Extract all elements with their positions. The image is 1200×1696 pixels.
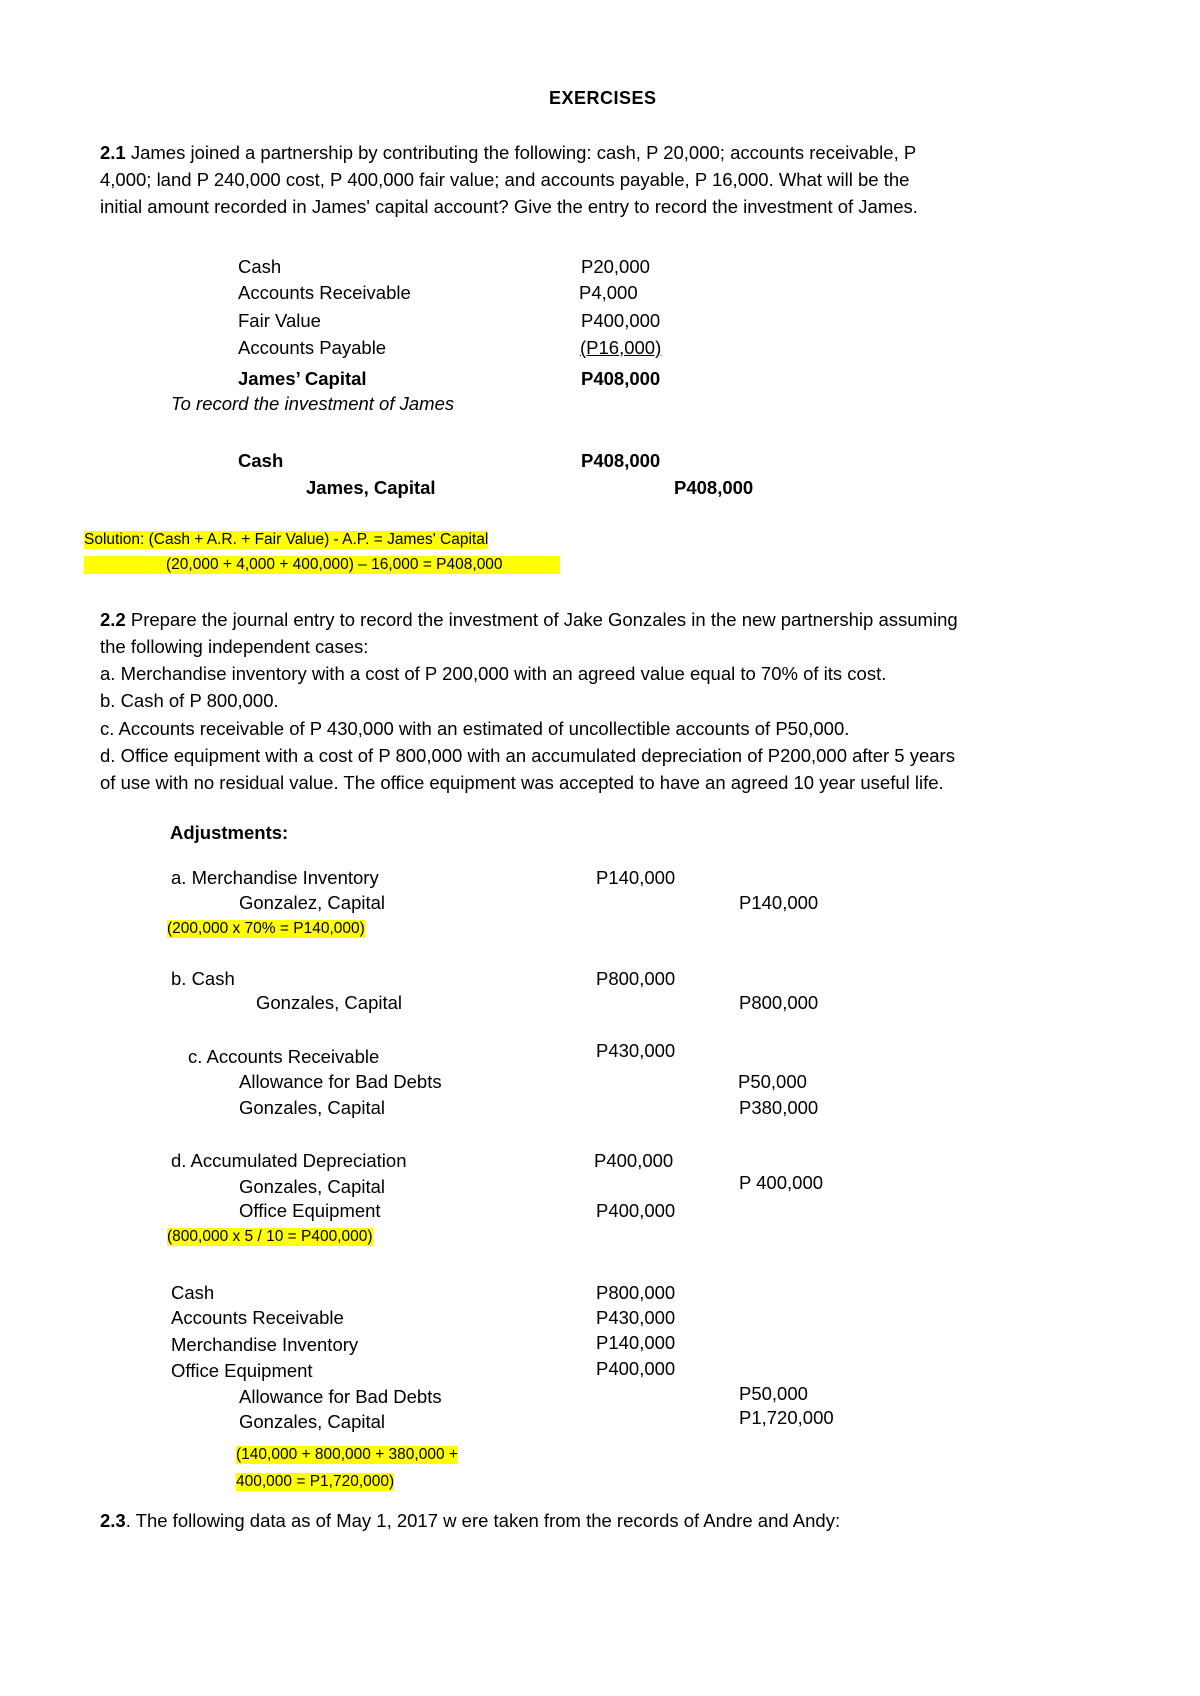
- item-label: Fair Value: [238, 310, 321, 331]
- item-label: Accounts Payable: [238, 337, 387, 358]
- exercise-2-1-line-2: 4,000; land P 240,000 cost, P 400,000 fair value; and accounts payable, P 16,000. What will be the: [100, 169, 910, 190]
- item-amount: P400,000: [581, 310, 661, 331]
- adjustments-heading: Adjustments:: [170, 822, 289, 843]
- adj-c-credit-2: Gonzales, Capital: [239, 1097, 386, 1118]
- case-a: a. Merchandise inventory with a cost of P 200,000 with an agreed value equal to 70% of its cost.: [100, 663, 887, 684]
- entry-credit-amount: P408,000: [674, 477, 754, 498]
- adj-d-credit-2-amount: P400,000: [596, 1200, 676, 1221]
- summary-debit-amount: P430,000: [596, 1307, 676, 1328]
- exercise-2-1-line-1: [100, 142, 916, 163]
- adj-c-debit: c. Accounts Receivable: [188, 1046, 380, 1067]
- summary-debit-amount: P400,000: [596, 1358, 676, 1379]
- exercise-2-1-line-3: initial amount recorded in James' capital account? Give the entry to record the investment of James.: [100, 196, 918, 217]
- summary-credit-amount: P50,000: [739, 1383, 808, 1404]
- exercise-text: Prepare the journal entry to record the investment of Jake Gonzales in the new partnership assuming: [125, 609, 958, 630]
- exercise-text: James joined a partnership by contributing the following: cash, P 20,000; accounts receivable, P: [125, 142, 917, 163]
- solution-calculation: (20,000 + 4,000 + 400,000) – 16,000 = P408,000: [84, 556, 560, 574]
- summary-debit-label: Office Equipment: [171, 1360, 313, 1381]
- exercise-text: . The following data as of May 1, 2017 w ere taken from the records of Andre and Andy:: [125, 1510, 841, 1531]
- adj-b-debit-amount: P800,000: [596, 968, 676, 989]
- summary-debit-label: Merchandise Inventory: [171, 1334, 359, 1355]
- exercise-number: 2.2: [100, 609, 126, 630]
- adj-d-credit-1-amount: P 400,000: [739, 1172, 824, 1193]
- summary-debit-label: Accounts Receivable: [171, 1307, 344, 1328]
- summary-debit-amount: P140,000: [596, 1332, 676, 1353]
- item-amount: P408,000: [581, 368, 661, 389]
- adj-b-credit-amount: P800,000: [739, 992, 819, 1013]
- adj-c-credit-1: Allowance for Bad Debts: [239, 1071, 442, 1092]
- summary-note-line-1: (140,000 + 800,000 + 380,000 +: [236, 1446, 458, 1463]
- summary-credit-label: Gonzales, Capital: [239, 1411, 386, 1432]
- entry-note: To record the investment of James: [171, 393, 455, 414]
- summary-debit-amount: P800,000: [596, 1282, 676, 1303]
- exercise-number: 2.1: [100, 142, 126, 163]
- adj-d-credit-2: Office Equipment: [239, 1200, 381, 1221]
- adj-c-debit-amount: P430,000: [596, 1040, 676, 1061]
- adj-d-debit-amount: P400,000: [594, 1150, 674, 1171]
- case-d-line-1: d. Office equipment with a cost of P 800,000 with an accumulated depreciation of P200,000 after 5 years: [100, 745, 955, 766]
- adj-a-credit-amount: P140,000: [739, 892, 819, 913]
- case-b: b. Cash of P 800,000.: [100, 690, 279, 711]
- summary-credit-label: Allowance for Bad Debts: [239, 1386, 442, 1407]
- adj-a-debit-amount: P140,000: [596, 867, 676, 888]
- exercise-2-2-line-2: the following independent cases:: [100, 636, 369, 657]
- summary-credit-amount: P1,720,000: [739, 1407, 834, 1428]
- adj-d-credit-1: Gonzales, Capital: [239, 1176, 386, 1197]
- adj-a-credit: Gonzalez, Capital: [239, 892, 386, 913]
- item-label: Cash: [238, 256, 282, 277]
- case-d-line-2: of use with no residual value. The office equipment was accepted to have an agreed 10 year useful life.: [100, 772, 944, 793]
- exercise-2-2-line-1: [100, 609, 958, 630]
- solution-formula: Solution: (Cash + A.R. + Fair Value) - A.P. = James' Capital: [84, 531, 489, 548]
- item-amount: P20,000: [581, 256, 650, 277]
- item-amount: P4,000: [579, 282, 638, 303]
- adj-b-credit: Gonzales, Capital: [256, 992, 403, 1013]
- entry-debit-amount: P408,000: [581, 450, 661, 471]
- adj-b-debit: b. Cash: [171, 968, 235, 989]
- exercise-2-3: [100, 1510, 840, 1531]
- exercise-number: 2.3: [100, 1510, 126, 1531]
- entry-credit-label: James, Capital: [306, 477, 436, 498]
- page-title: EXERCISES: [549, 88, 657, 108]
- adj-a-note: (200,000 x 70% = P140,000): [167, 920, 365, 937]
- item-label: James’ Capital: [238, 368, 367, 389]
- adj-c-credit-1-amount: P50,000: [738, 1071, 807, 1092]
- summary-note-line-2: 400,000 = P1,720,000): [236, 1473, 395, 1490]
- adj-d-note: (800,000 x 5 / 10 = P400,000): [167, 1228, 373, 1245]
- adj-a-debit: a. Merchandise Inventory: [171, 867, 379, 888]
- adj-d-debit: d. Accumulated Depreciation: [171, 1150, 407, 1171]
- entry-debit-label: Cash: [238, 450, 284, 471]
- summary-debit-label: Cash: [171, 1282, 215, 1303]
- item-label: Accounts Receivable: [238, 282, 411, 303]
- case-c: c. Accounts receivable of P 430,000 with an estimated of uncollectible accounts of P50,000.: [100, 718, 850, 739]
- item-amount: (P16,000): [580, 337, 662, 358]
- adj-c-credit-2-amount: P380,000: [739, 1097, 819, 1118]
